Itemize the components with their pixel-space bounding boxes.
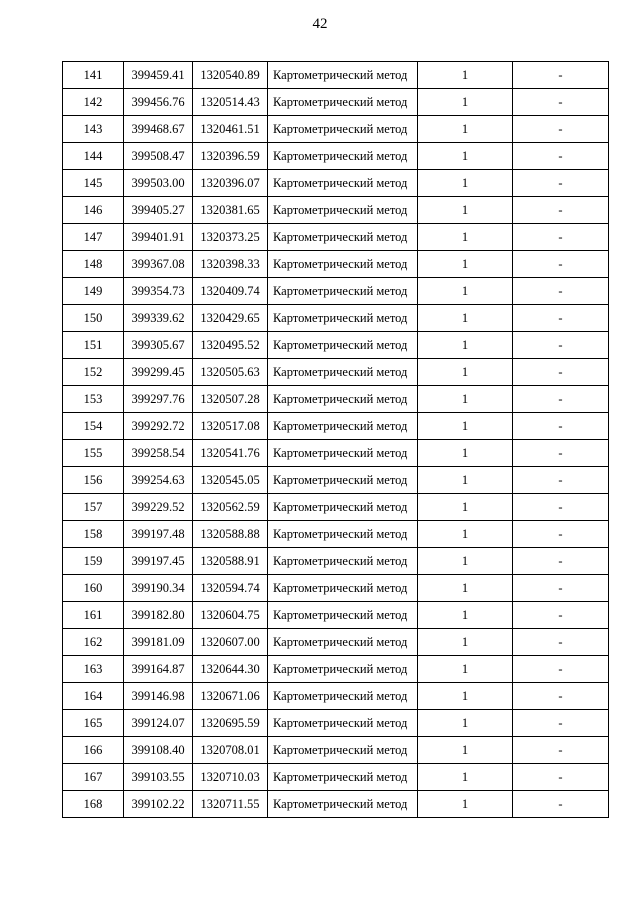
note-cell: -	[513, 224, 609, 251]
note-cell: -	[513, 737, 609, 764]
table-row	[63, 116, 609, 143]
note-cell: -	[513, 629, 609, 656]
y-coordinate-cell: 1320461.51	[193, 116, 268, 143]
accuracy-cell: 1	[418, 116, 513, 143]
point-number-cell: 148	[63, 251, 124, 278]
method-cell: Картометрический метод	[268, 332, 418, 359]
note-cell: -	[513, 89, 609, 116]
point-number-cell: 157	[63, 494, 124, 521]
x-coordinate-cell: 399401.91	[124, 224, 193, 251]
method-cell: Картометрический метод	[268, 224, 418, 251]
method-cell: Картометрический метод	[268, 548, 418, 575]
accuracy-cell: 1	[418, 602, 513, 629]
note-cell: -	[513, 332, 609, 359]
y-coordinate-cell: 1320514.43	[193, 89, 268, 116]
accuracy-cell: 1	[418, 143, 513, 170]
accuracy-cell: 1	[418, 170, 513, 197]
table-row	[63, 629, 609, 656]
point-number-cell: 145	[63, 170, 124, 197]
method-cell: Картометрический метод	[268, 494, 418, 521]
accuracy-cell: 1	[418, 440, 513, 467]
table-row	[63, 386, 609, 413]
point-number-cell: 150	[63, 305, 124, 332]
y-coordinate-cell: 1320507.28	[193, 386, 268, 413]
method-cell: Картометрический метод	[268, 197, 418, 224]
note-cell: -	[513, 170, 609, 197]
accuracy-cell: 1	[418, 305, 513, 332]
table-row	[63, 656, 609, 683]
note-cell: -	[513, 278, 609, 305]
note-cell: -	[513, 764, 609, 791]
coordinates-table	[62, 61, 609, 818]
method-cell: Картометрический метод	[268, 467, 418, 494]
table-row	[63, 278, 609, 305]
point-number-cell: 146	[63, 197, 124, 224]
y-coordinate-cell: 1320644.30	[193, 656, 268, 683]
method-cell: Картометрический метод	[268, 656, 418, 683]
point-number-cell: 167	[63, 764, 124, 791]
table-row	[63, 197, 609, 224]
accuracy-cell: 1	[418, 494, 513, 521]
y-coordinate-cell: 1320711.55	[193, 791, 268, 818]
note-cell: -	[513, 413, 609, 440]
y-coordinate-cell: 1320398.33	[193, 251, 268, 278]
x-coordinate-cell: 399503.00	[124, 170, 193, 197]
point-number-cell: 166	[63, 737, 124, 764]
x-coordinate-cell: 399292.72	[124, 413, 193, 440]
note-cell: -	[513, 143, 609, 170]
note-cell: -	[513, 305, 609, 332]
point-number-cell: 162	[63, 629, 124, 656]
x-coordinate-cell: 399229.52	[124, 494, 193, 521]
note-cell: -	[513, 359, 609, 386]
accuracy-cell: 1	[418, 521, 513, 548]
x-coordinate-cell: 399299.45	[124, 359, 193, 386]
y-coordinate-cell: 1320671.06	[193, 683, 268, 710]
note-cell: -	[513, 251, 609, 278]
method-cell: Картометрический метод	[268, 359, 418, 386]
accuracy-cell: 1	[418, 683, 513, 710]
table-row	[63, 548, 609, 575]
accuracy-cell: 1	[418, 251, 513, 278]
y-coordinate-cell: 1320517.08	[193, 413, 268, 440]
point-number-cell: 156	[63, 467, 124, 494]
table-row	[63, 791, 609, 818]
x-coordinate-cell: 399197.45	[124, 548, 193, 575]
x-coordinate-cell: 399181.09	[124, 629, 193, 656]
accuracy-cell: 1	[418, 548, 513, 575]
method-cell: Картометрический метод	[268, 251, 418, 278]
point-number-cell: 163	[63, 656, 124, 683]
x-coordinate-cell: 399456.76	[124, 89, 193, 116]
table-row	[63, 467, 609, 494]
point-number-cell: 168	[63, 791, 124, 818]
table-row	[63, 521, 609, 548]
accuracy-cell: 1	[418, 467, 513, 494]
y-coordinate-cell: 1320396.07	[193, 170, 268, 197]
table-row	[63, 89, 609, 116]
note-cell: -	[513, 656, 609, 683]
accuracy-cell: 1	[418, 332, 513, 359]
x-coordinate-cell: 399146.98	[124, 683, 193, 710]
method-cell: Картометрический метод	[268, 278, 418, 305]
note-cell: -	[513, 116, 609, 143]
note-cell: -	[513, 710, 609, 737]
point-number-cell: 165	[63, 710, 124, 737]
method-cell: Картометрический метод	[268, 89, 418, 116]
page-number: 42	[312, 16, 328, 32]
y-coordinate-cell: 1320588.88	[193, 521, 268, 548]
method-cell: Картометрический метод	[268, 413, 418, 440]
accuracy-cell: 1	[418, 737, 513, 764]
table-row	[63, 413, 609, 440]
x-coordinate-cell: 399468.67	[124, 116, 193, 143]
point-number-cell: 141	[63, 62, 124, 89]
x-coordinate-cell: 399197.48	[124, 521, 193, 548]
y-coordinate-cell: 1320381.65	[193, 197, 268, 224]
table-row	[63, 575, 609, 602]
x-coordinate-cell: 399405.27	[124, 197, 193, 224]
table-row	[63, 305, 609, 332]
accuracy-cell: 1	[418, 278, 513, 305]
note-cell: -	[513, 791, 609, 818]
y-coordinate-cell: 1320588.91	[193, 548, 268, 575]
point-number-cell: 155	[63, 440, 124, 467]
x-coordinate-cell: 399164.87	[124, 656, 193, 683]
point-number-cell: 144	[63, 143, 124, 170]
table-row	[63, 764, 609, 791]
x-coordinate-cell: 399254.63	[124, 467, 193, 494]
coordinates-table-body	[63, 62, 609, 818]
method-cell: Картометрический метод	[268, 62, 418, 89]
table-row	[63, 359, 609, 386]
accuracy-cell: 1	[418, 62, 513, 89]
accuracy-cell: 1	[418, 89, 513, 116]
method-cell: Картометрический метод	[268, 143, 418, 170]
accuracy-cell: 1	[418, 575, 513, 602]
point-number-cell: 158	[63, 521, 124, 548]
x-coordinate-cell: 399190.34	[124, 575, 193, 602]
x-coordinate-cell: 399459.41	[124, 62, 193, 89]
x-coordinate-cell: 399508.47	[124, 143, 193, 170]
method-cell: Картометрический метод	[268, 737, 418, 764]
accuracy-cell: 1	[418, 656, 513, 683]
table-row	[63, 251, 609, 278]
table-row	[63, 170, 609, 197]
note-cell: -	[513, 62, 609, 89]
point-number-cell: 153	[63, 386, 124, 413]
point-number-cell: 147	[63, 224, 124, 251]
point-number-cell: 152	[63, 359, 124, 386]
method-cell: Картометрический метод	[268, 710, 418, 737]
accuracy-cell: 1	[418, 764, 513, 791]
method-cell: Картометрический метод	[268, 305, 418, 332]
x-coordinate-cell: 399258.54	[124, 440, 193, 467]
y-coordinate-cell: 1320541.76	[193, 440, 268, 467]
y-coordinate-cell: 1320604.75	[193, 602, 268, 629]
point-number-cell: 143	[63, 116, 124, 143]
point-number-cell: 149	[63, 278, 124, 305]
y-coordinate-cell: 1320429.65	[193, 305, 268, 332]
x-coordinate-cell: 399182.80	[124, 602, 193, 629]
y-coordinate-cell: 1320409.74	[193, 278, 268, 305]
y-coordinate-cell: 1320607.00	[193, 629, 268, 656]
table-row	[63, 143, 609, 170]
accuracy-cell: 1	[418, 629, 513, 656]
table-row	[63, 440, 609, 467]
x-coordinate-cell: 399354.73	[124, 278, 193, 305]
accuracy-cell: 1	[418, 359, 513, 386]
table-row	[63, 710, 609, 737]
note-cell: -	[513, 197, 609, 224]
x-coordinate-cell: 399297.76	[124, 386, 193, 413]
y-coordinate-cell: 1320594.74	[193, 575, 268, 602]
x-coordinate-cell: 399108.40	[124, 737, 193, 764]
x-coordinate-cell: 399124.07	[124, 710, 193, 737]
method-cell: Картометрический метод	[268, 386, 418, 413]
method-cell: Картометрический метод	[268, 170, 418, 197]
y-coordinate-cell: 1320495.52	[193, 332, 268, 359]
note-cell: -	[513, 440, 609, 467]
note-cell: -	[513, 494, 609, 521]
table-row	[63, 494, 609, 521]
note-cell: -	[513, 467, 609, 494]
note-cell: -	[513, 575, 609, 602]
point-number-cell: 164	[63, 683, 124, 710]
accuracy-cell: 1	[418, 386, 513, 413]
note-cell: -	[513, 683, 609, 710]
table-row	[63, 332, 609, 359]
table-row	[63, 683, 609, 710]
method-cell: Картометрический метод	[268, 521, 418, 548]
method-cell: Картометрический метод	[268, 791, 418, 818]
y-coordinate-cell: 1320545.05	[193, 467, 268, 494]
table-row	[63, 737, 609, 764]
point-number-cell: 159	[63, 548, 124, 575]
y-coordinate-cell: 1320562.59	[193, 494, 268, 521]
accuracy-cell: 1	[418, 197, 513, 224]
accuracy-cell: 1	[418, 413, 513, 440]
y-coordinate-cell: 1320396.59	[193, 143, 268, 170]
method-cell: Картометрический метод	[268, 629, 418, 656]
method-cell: Картометрический метод	[268, 440, 418, 467]
method-cell: Картометрический метод	[268, 575, 418, 602]
accuracy-cell: 1	[418, 791, 513, 818]
y-coordinate-cell: 1320540.89	[193, 62, 268, 89]
point-number-cell: 160	[63, 575, 124, 602]
method-cell: Картометрический метод	[268, 764, 418, 791]
y-coordinate-cell: 1320708.01	[193, 737, 268, 764]
method-cell: Картометрический метод	[268, 116, 418, 143]
y-coordinate-cell: 1320505.63	[193, 359, 268, 386]
y-coordinate-cell: 1320373.25	[193, 224, 268, 251]
x-coordinate-cell: 399103.55	[124, 764, 193, 791]
table-row	[63, 602, 609, 629]
point-number-cell: 151	[63, 332, 124, 359]
y-coordinate-cell: 1320710.03	[193, 764, 268, 791]
x-coordinate-cell: 399367.08	[124, 251, 193, 278]
note-cell: -	[513, 548, 609, 575]
accuracy-cell: 1	[418, 710, 513, 737]
point-number-cell: 154	[63, 413, 124, 440]
note-cell: -	[513, 521, 609, 548]
x-coordinate-cell: 399102.22	[124, 791, 193, 818]
x-coordinate-cell: 399305.67	[124, 332, 193, 359]
x-coordinate-cell: 399339.62	[124, 305, 193, 332]
table-row	[63, 62, 609, 89]
y-coordinate-cell: 1320695.59	[193, 710, 268, 737]
point-number-cell: 142	[63, 89, 124, 116]
table-row	[63, 224, 609, 251]
note-cell: -	[513, 386, 609, 413]
accuracy-cell: 1	[418, 224, 513, 251]
method-cell: Картометрический метод	[268, 683, 418, 710]
method-cell: Картометрический метод	[268, 602, 418, 629]
point-number-cell: 161	[63, 602, 124, 629]
note-cell: -	[513, 602, 609, 629]
